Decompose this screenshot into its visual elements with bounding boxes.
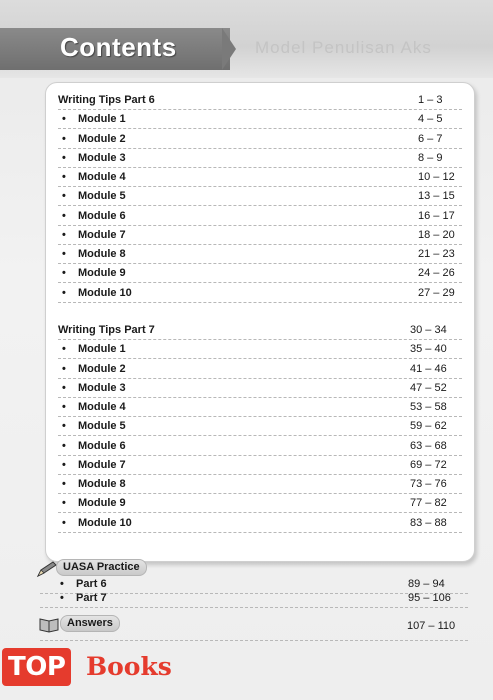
part6-module-row-pages: 24 – 26 <box>418 267 455 280</box>
part6-module-row-text: Module 2 <box>78 132 126 145</box>
part7-module-row <box>0 418 493 436</box>
part6-module-row-text: Module 9 <box>78 267 126 280</box>
answers-heading: Answers <box>60 615 120 632</box>
part7-module-row-rule <box>58 416 462 417</box>
part6-module-row-label <box>62 229 126 241</box>
part7-module-row-rule <box>58 474 462 475</box>
part6-heading-text: Writing Tips Part 6 <box>58 94 155 106</box>
part7-module-row <box>0 495 493 513</box>
part7-module-row-label <box>62 497 126 509</box>
part6-module-row-text: Module 5 <box>78 190 126 203</box>
part7-module-row-label <box>62 343 126 355</box>
part7-module-row-pages: 69 – 72 <box>410 458 447 471</box>
bullet-icon: • <box>62 267 66 280</box>
part7-module-row-label <box>62 363 126 375</box>
part7-module-row-label <box>62 517 132 529</box>
part6-module-row-rule <box>58 186 462 187</box>
part6-module-row-label <box>62 152 126 164</box>
bullet-icon: • <box>62 362 66 375</box>
part6-module-row <box>0 227 493 245</box>
part7-module-row <box>0 399 493 417</box>
part7-heading-label <box>58 324 155 336</box>
part7-module-row-text: Module 5 <box>78 420 126 433</box>
part7-module-row-text: Module 2 <box>78 362 126 375</box>
part6-module-row-rule <box>58 263 462 264</box>
bullet-icon: • <box>62 516 66 529</box>
part7-module-row-pages: 77 – 82 <box>410 497 447 510</box>
bullet-icon: • <box>62 497 66 510</box>
part6-module-row-rule <box>58 148 462 149</box>
bullet-icon: • <box>62 401 66 413</box>
part6-module-row-rule <box>58 282 462 283</box>
part6-module-row <box>0 150 493 168</box>
part7-module-row <box>0 476 493 494</box>
uasa-item-row-rule <box>40 607 468 608</box>
part6-heading-pages: 1 – 3 <box>418 94 443 106</box>
part7-module-row-pages: 83 – 88 <box>410 516 447 529</box>
part6-module-row-pages: 10 – 12 <box>418 171 455 183</box>
part7-module-row <box>0 457 493 475</box>
part6-module-row <box>0 246 493 264</box>
part6-heading <box>0 92 493 110</box>
part7-module-row-rule <box>58 493 462 494</box>
title-banner-tip <box>222 28 236 70</box>
book-icon <box>38 615 60 633</box>
part6-module-row-text: Module 10 <box>78 286 132 299</box>
part6-module-row-pages: 18 – 20 <box>418 228 455 241</box>
pencil-icon <box>36 560 58 578</box>
part7-module-row <box>0 438 493 456</box>
part7-module-row-label <box>62 382 126 394</box>
part6-module-row <box>0 285 493 303</box>
uasa-item-row <box>0 590 493 608</box>
part6-module-row-text: Module 6 <box>78 209 126 222</box>
part7-heading-pages: 30 – 34 <box>410 324 447 336</box>
part7-module-row-rule <box>58 397 462 398</box>
bullet-icon: • <box>62 209 66 222</box>
part6-module-row <box>0 131 493 149</box>
bullet-icon: • <box>62 420 66 433</box>
part7-module-row-rule <box>58 532 462 533</box>
bullet-icon: • <box>62 343 66 356</box>
part7-module-row-rule <box>58 435 462 436</box>
part6-module-row-label <box>62 267 126 279</box>
part7-module-row-pages: 41 – 46 <box>410 362 447 375</box>
part7-module-row-text: Module 8 <box>78 478 126 490</box>
part7-heading <box>0 322 493 340</box>
bullet-icon: • <box>60 578 64 590</box>
uasa-item-row-label <box>60 592 107 604</box>
uasa-item-row-text: Part 6 <box>76 578 107 590</box>
part7-module-row-text: Module 1 <box>78 343 126 356</box>
part7-module-row <box>0 361 493 379</box>
part7-module-row-text: Module 6 <box>78 439 126 452</box>
part6-module-row <box>0 208 493 226</box>
part7-module-row-pages: 35 – 40 <box>410 343 447 356</box>
bullet-icon: • <box>62 171 66 183</box>
part6-module-row-text: Module 8 <box>78 248 126 260</box>
part7-heading-rule <box>58 339 462 340</box>
bullet-icon: • <box>62 113 66 126</box>
uasa-item-row-text: Part 7 <box>76 592 107 604</box>
part6-module-row-pages: 27 – 29 <box>418 286 455 299</box>
part6-heading-label <box>58 94 155 106</box>
bullet-icon: • <box>62 190 66 203</box>
part7-module-row-rule <box>58 455 462 456</box>
part7-module-row-pages: 63 – 68 <box>410 439 447 452</box>
part7-module-row-text: Module 7 <box>78 458 126 471</box>
part6-module-row-rule <box>58 244 462 245</box>
bullet-icon: • <box>62 151 66 164</box>
uasa-item-row-pages: 89 – 94 <box>408 578 445 590</box>
part6-module-row <box>0 265 493 283</box>
answers-rule <box>40 640 468 641</box>
part7-module-row-label <box>62 459 126 471</box>
answers-pages: 107 – 110 <box>407 620 456 632</box>
bullet-icon: • <box>60 592 64 604</box>
answers-pages-row <box>407 618 467 636</box>
part6-module-row-label <box>62 113 126 125</box>
part6-module-row-label <box>62 171 126 183</box>
part7-module-row-pages: 53 – 58 <box>410 401 447 413</box>
part6-heading-rule <box>58 109 462 110</box>
part7-module-row-rule <box>58 378 462 379</box>
part6-module-row-pages: 13 – 15 <box>418 190 455 203</box>
part7-heading-text: Writing Tips Part 7 <box>58 324 155 336</box>
part7-module-row-text: Module 3 <box>78 381 126 394</box>
part7-module-row-pages: 47 – 52 <box>410 381 447 394</box>
part6-module-row-rule <box>58 167 462 168</box>
part7-module-row-rule <box>58 512 462 513</box>
part6-module-row <box>0 169 493 187</box>
part7-module-row-text: Module 9 <box>78 497 126 510</box>
part7-module-row-label <box>62 478 126 490</box>
page-title: Contents <box>60 32 177 62</box>
part7-module-row <box>0 515 493 533</box>
part6-module-row-pages: 16 – 17 <box>418 209 455 222</box>
part7-module-row <box>0 380 493 398</box>
part6-module-row-text: Module 3 <box>78 151 126 164</box>
part7-module-row <box>0 341 493 359</box>
part6-module-row-pages: 21 – 23 <box>418 248 455 260</box>
part6-module-row-text: Module 4 <box>78 171 126 183</box>
header-watermark: Model Penulisan Aks <box>255 38 432 57</box>
bullet-icon: • <box>62 439 66 452</box>
bullet-icon: • <box>62 286 66 299</box>
part6-module-row-text: Module 1 <box>78 113 126 126</box>
part6-module-row-rule <box>58 205 462 206</box>
part6-module-row-rule <box>58 302 462 303</box>
part6-module-row-text: Module 7 <box>78 228 126 241</box>
bullet-icon: • <box>62 132 66 145</box>
part6-module-row-pages: 8 – 9 <box>418 151 443 164</box>
bullet-icon: • <box>62 381 66 394</box>
part7-module-row-pages: 73 – 76 <box>410 478 447 490</box>
part6-module-row-rule <box>58 128 462 129</box>
part6-module-row-label <box>62 133 126 145</box>
part6-module-row-label <box>62 248 126 260</box>
topbooks-logo-books: Books <box>86 652 172 681</box>
bullet-icon: • <box>62 228 66 241</box>
bullet-icon: • <box>62 478 66 490</box>
part6-module-row-pages: 6 – 7 <box>418 132 443 145</box>
bullet-icon: • <box>62 248 66 260</box>
part6-module-row-label <box>62 287 132 299</box>
part7-module-row-label <box>62 401 126 413</box>
part6-module-row <box>0 188 493 206</box>
part7-module-row-label <box>62 440 126 452</box>
part6-module-row-label <box>62 210 126 222</box>
bullet-icon: • <box>62 458 66 471</box>
part7-module-row-text: Module 10 <box>78 516 132 529</box>
part6-module-row-label <box>62 190 126 202</box>
part6-module-row <box>0 111 493 129</box>
part6-module-row-rule <box>58 225 462 226</box>
uasa-item-row-label <box>60 578 107 590</box>
part7-module-row-rule <box>58 358 462 359</box>
part7-module-row-pages: 59 – 62 <box>410 420 447 433</box>
uasa-item-row-pages: 95 – 106 <box>408 592 451 604</box>
part7-module-row-label <box>62 420 126 432</box>
topbooks-logo-top: TOP <box>2 648 71 686</box>
part7-module-row-text: Module 4 <box>78 401 126 413</box>
uasa-practice-heading: UASA Practice <box>56 559 147 576</box>
part6-module-row-pages: 4 – 5 <box>418 113 443 126</box>
